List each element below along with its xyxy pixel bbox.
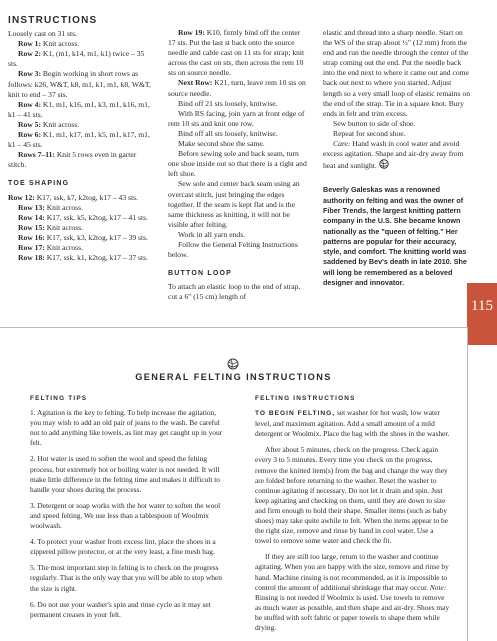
felting-instructions-heading: FELTING INSTRUCTIONS: [255, 395, 356, 402]
designer-bio: Beverly Galeskas was a renowned authority on felting and was the owner of Fiber Trends, the largest knitting pattern company in the U.S. She became known nationally as the "queen of felting." Her patterns are popular for their accuracy, style, and comfort. The knitting world was saddened by Bev's death in late 2010. She will long be remembered as a beloved designer and innovator.: [323, 185, 467, 287]
next-row: Next Row: K21, turn, leave rem 10 sts on source needle.: [168, 78, 306, 98]
cast-on-text: Loosely cast on 31 sts.: [8, 29, 77, 39]
instructions-para-2: After about 5 minutes, check on the progress. Check again every 3 to 5 minutes. Every time you check on the progress, remove the knitted item(s) from the bag and change the way they are folded before returning to the washer. Reset the washer to continue agitating if necessary. Do not let it drain and spin. Just keep agitating and checking on them, until they are down to size and firm enough to hold their shape. Smaller items (such as baby shoes) may take quite awhile to felt. When the items appear to be the right size, remove and rinse by hand in cool water. Use a towel to remove some water and check the fit.: [255, 445, 448, 546]
col2-para-4: Make second shoe the same.: [178, 139, 265, 149]
tip-6: 6. Do not use your washer's spin and rinse cycle as it may set permanent creases in your felt.: [30, 599, 211, 619]
row-13: Row 13: Knit across.: [18, 202, 83, 212]
row-1: Row 1: Knit across.: [18, 39, 80, 49]
felting-tips-heading: FELTING TIPS: [30, 395, 88, 402]
yarn-ball-icon: [227, 358, 239, 370]
page-number-tab: 115: [467, 283, 497, 345]
row-16: Row 16: K17, ssk, k3, k2tog, k17 – 39 sts.: [18, 232, 148, 242]
tip-5: 5. The most important step in felting is to check on the progress regularly. That is the only way that you will be able to stop when the size is right.: [30, 563, 222, 593]
row-5: Row 5: Knit across.: [18, 119, 80, 129]
instructions-para-3: If they are still too large, return to the washer and continue agitating. When you are happy with the size, remove and rinse by hand. Machine rinsing is not recommended, as it is impossible to control the amount of additional shrinkage that may occur. Note: Rinsing is not needed if Woolmix is used. Use towels to remove as much water as possible, and then shape and air-dry. Shoes may be stuffed with soft fabric or paper towels to shape them while drying.: [255, 552, 450, 632]
rows-7-11: Rows 7–11: Knit 5 rows even in garter stitch.: [8, 150, 137, 170]
col2-para-7: Work in all yarn ends.: [178, 229, 246, 239]
care-text: Care: Hand wash in cool water and avoid excess agitation. Shape and air-dry away from heat and sunlight.: [323, 139, 464, 171]
instructions-para-1: TO BEGIN FELTING, set washer for hot wash, low water level, and maximum agitation. Add a small amount of a mild detergent or Woolmix. Place the bag with the shoes in the washer.: [255, 408, 450, 439]
row-3: Row 3: Begin working in short rows as follows: k26, W&T, k8, m1, k1, m1, k8, W&T, knit to end – 37 sts.: [8, 69, 151, 99]
col2-para-8: Follow the General Felting Instructions below.: [168, 239, 298, 260]
row-17: Row 17: Knit across.: [18, 242, 83, 252]
tip-4: 4. To protect your washer from excess lint, place the shoes in a zippered pillow protector, or at the very least, a fine mesh bag.: [30, 537, 216, 557]
col2-para-6: Sew sole and center back seam using an overcast stitch, just bringing the edges together. If the seam is kept flat and is the same thickness as knitting, it will not be visible after felting.: [168, 179, 300, 229]
row-14: Row 14: K17, ssk, k5, k2tog, k17 – 41 sts.: [18, 212, 148, 222]
pattern-column-1: [8, 16, 155, 263]
row-12: Row 12: K17, ssk, k7, k2tog, k17 – 43 sts.: [8, 192, 138, 202]
row-2: Row 2: K1, (m1, k14, m1, k1) twice – 35 sts.: [8, 49, 145, 69]
button-loop-heading: BUTTON LOOP: [168, 270, 233, 278]
row-6: Row 6: K1, m1, k17, m1, k5, m1, k17, m1, k1 – 45 sts.: [8, 130, 150, 150]
felting-tips-column: [30, 394, 226, 626]
row-19: Row 19: K10, firmly bind off the center 17 sts. Put the last st back onto the source needle and cable cast on 11 sts for strap; knit across the cast on sts, then across the rem 10 sts on source needle.: [168, 28, 305, 78]
toe-shaping-heading: TOE SHAPING: [8, 180, 70, 188]
tip-3: 3. Detergent or soap works with the hot water to soften the wool and speed felting. We use less than a tablespoon of Woolmix woolwash.: [30, 500, 221, 531]
box-title: GENERAL FELTING INSTRUCTIONS: [135, 372, 332, 382]
col2-para-5: Before sewing sole and back seam, turn one shoe inside out so that there is a right and left shoe.: [168, 149, 307, 179]
yarn-ball-icon: [379, 159, 389, 169]
col2-para-3: Bind off all sts loosely, knitwise.: [178, 128, 278, 138]
col2-para-9: To attach an elastic loop to the end of strap, cut a 6" (15 cm) length of: [168, 282, 301, 302]
col3-para-1: elastic and thread into a sharp needle. Start on the WS of the strap about ½" (12 mm) from the end and run the needle through the center of the strap coming out the end. Put the needle back into the end next to where it came out and come back out next to where you started. Adjust length so a very small loop of elastic remains on the end of the strap. Tie in a square knot. Bury ends in felt and trim excess.: [323, 28, 470, 118]
row-18: Row 18: K17, ssk, k1, k2tog, k17 – 37 sts.: [18, 253, 148, 263]
col3-para-2: Sew button to side of shoe.: [333, 118, 416, 128]
row-15: Row 15: Knit across.: [18, 222, 83, 232]
instructions-heading: INSTRUCTIONS: [8, 15, 98, 26]
felting-instructions-column: [255, 394, 451, 639]
col2-para-2: With RS facing, join yarn at front edge of rem 10 sts and knit one row.: [168, 108, 305, 128]
col3-para-3: Repeat for second shoe.: [333, 128, 406, 138]
pattern-column-2: [168, 28, 308, 302]
col2-para-1: Bind off 21 sts loosely, knitwise.: [178, 98, 278, 108]
tip-2: 2. Hot water is used to soften the wool and speed the felting process, but extremely hot or boiling water is not needed. It will make little difference in the felting time and makes it difficult to handle your shoes during the process.: [30, 454, 220, 494]
row-4: Row 4: K1, m1, k16, m1, k3, m1, k16, m1, k1 – 41 sts.: [8, 99, 150, 119]
tip-1: 1. Agitation is the key to felting. To help increase the agitation, you may wish to add an old pair of jeans to the wash. Be careful not to add anything like towels, as lint may get caught up in your felt.: [30, 408, 223, 448]
pattern-column-3: [323, 28, 471, 288]
